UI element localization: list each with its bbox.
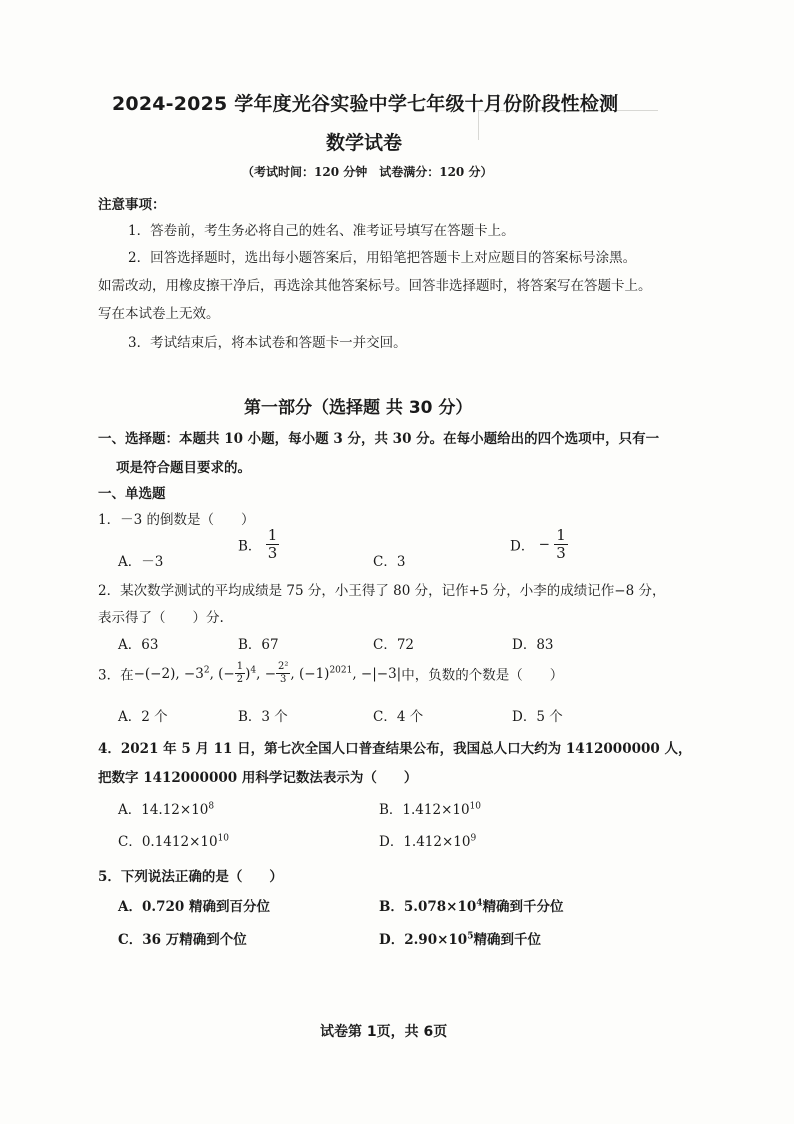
q5-stem: 5．下列说法正确的是（ ） (98, 869, 283, 885)
fraction: $\frac{1}{3}$ (267, 526, 278, 562)
note-item-2b: 如需改动，用橡皮擦干净后，再选涂其他答案标号。回答非选择题时，将答案写在答题卡上。 (98, 278, 652, 294)
part1-intro-b: 项是符合题目要求的。 (116, 460, 251, 476)
q5-option-c: C．36 万精确到个位 (118, 932, 247, 948)
q2-option-d: D．83 (512, 637, 554, 653)
q3-option-d: D．5 个 (512, 709, 563, 725)
part1-title: 第一部分（选择题 共 30 分） (244, 398, 473, 418)
q4-option-d: D．$1.412\times 10^9$ (379, 833, 477, 850)
q2-stem-a: 2．某次数学测试的平均成绩是 75 分，小王得了 80 分，记作+5 分，小李的成绩记作−8 分， (98, 583, 666, 599)
q1-option-d: D． − $\frac{1}{3}$ (510, 526, 566, 562)
q2-option-b: B．67 (238, 637, 279, 653)
exam-title: 2024-2025 学年度光谷实验中学七年级十月份阶段性检测 (112, 93, 619, 115)
note-item-1: 1．答卷前，考生务必将自己的姓名、准考证号填写在答题卡上。 (128, 223, 515, 239)
q5-option-d: D．$2.90\times 10^5$精确到千位 (379, 931, 541, 948)
fraction: $\frac{\text{2²}}{3}$ (278, 661, 289, 685)
q5-option-b: B．$5.078\times 10^4$精确到千分位 (379, 898, 564, 915)
q2-option-c: C．72 (373, 637, 415, 653)
notes-heading: 注意事项： (98, 197, 166, 213)
q2-option-a: A．63 (118, 637, 159, 653)
q1-option-b: B． $\frac{1}{3}$ (238, 526, 278, 562)
q4-option-c: C．$0.1412\times 10^{10}$ (118, 833, 230, 850)
exam-meta: （考试时间：120 分钟 试卷满分：120 分） (242, 165, 493, 179)
part1-intro-a: 一、选择题：本题共 10 小题，每小题 3 分，共 30 分。在每小题给出的四个选项中，只有一 (98, 431, 660, 447)
q3-option-b: B．3 个 (238, 709, 288, 725)
q5-option-a: A．0.720 精确到百分位 (118, 899, 270, 915)
q4-stem-a: 4．2021 年 5 月 11 日，第七次全国人口普查结果公布，我国总人口大约为 1412000000 人， (98, 741, 692, 757)
fraction: $\frac{1}{3}$ (556, 526, 566, 562)
q2-stem-b: 表示得了（ ）分. (98, 610, 224, 626)
q1-option-a: A．－3 (118, 554, 164, 570)
q1-option-c: C．3 (373, 554, 406, 570)
note-item-2c: 写在本试卷上无效。 (98, 306, 220, 322)
note-item-2a: 2．回答选择题时，选出每小题答案后，用铅笔把答题卡上对应题目的答案标号涂黑。 (128, 250, 637, 266)
q3-stem: 3．在−(−2), $-3^2$, (− $\frac{1}{2}$ )$^4$, − $\frac{\text{2²}}{3}$ , $(-1)^{2021}$, −|−3|中，负数的个数是（ ） (98, 661, 564, 685)
page-footer: 试卷第 1页，共 6页 (320, 1024, 448, 1040)
q3-option-a: A．2 个 (118, 709, 168, 725)
q4-stem-b: 把数字 1412000000 用科学记数法表示为（ ） (98, 770, 418, 786)
q3-option-c: C．4 个 (373, 709, 424, 725)
part1-subheading: 一、单选题 (98, 486, 166, 502)
q4-option-b: B．$1.412\times 10^{10}$ (379, 801, 482, 818)
fraction: $\frac{1}{2}$ (236, 661, 244, 685)
q4-option-a: A．$14.12\times 10^8$ (118, 801, 215, 818)
note-item-3: 3．考试结束后，将本试卷和答题卡一并交回。 (128, 335, 407, 351)
q1-stem: 1．－3 的倒数是（ ） (98, 512, 255, 528)
exam-subtitle: 数学试卷 (326, 132, 403, 154)
